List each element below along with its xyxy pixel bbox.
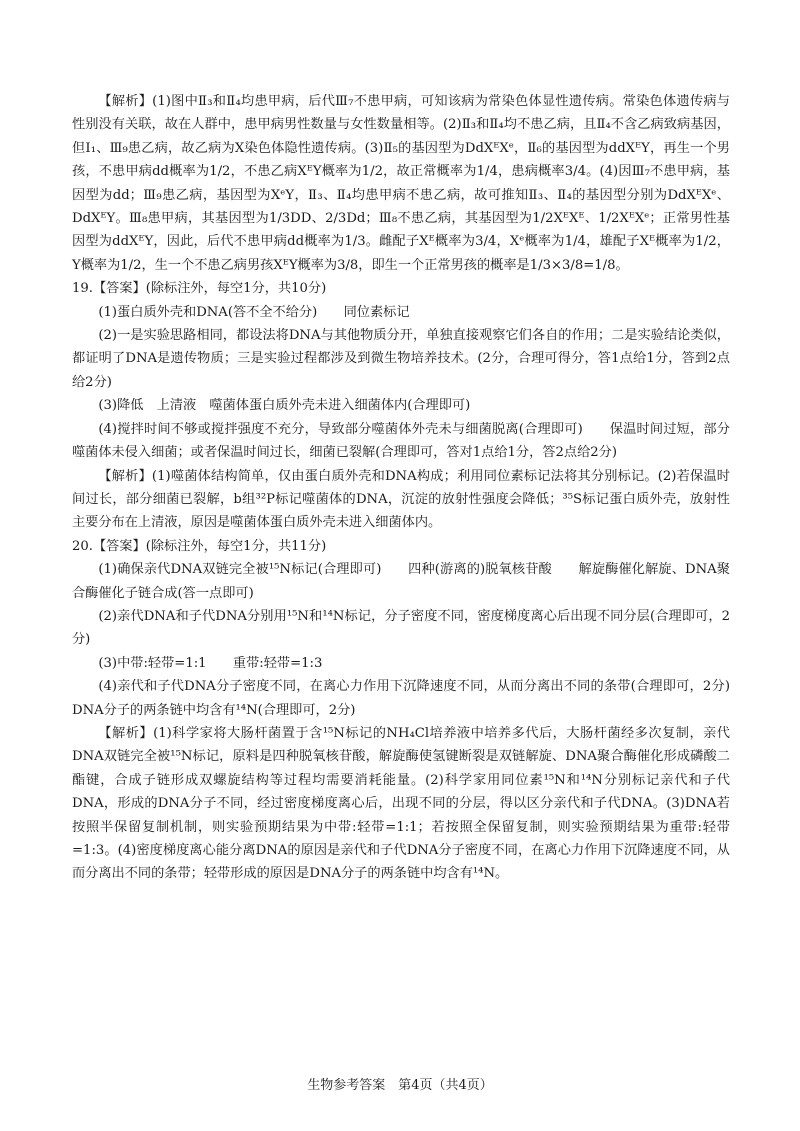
answer-q20-part1: (1)确保亲代DNA双链完全被¹⁵N标记(合理即可) 四种(游离的)脱氧核苷酸 解旋酶催化解旋、DNA聚合酶催化子链合成(答一点即可) (72, 562, 730, 601)
answer-header-q19: 19.【答案】(除标注外，每空1分，共10分) (72, 281, 327, 297)
answer-q20-part4: (4)亲代和子代DNA分子密度不同，在离心力作用下沉降速度不同，从而分离出不同的条带(合理即可，2分) DNA分子的两条链中均含有¹⁴N(合理即可，2分) (72, 679, 757, 718)
answer-header-q20: 20.【答案】(除标注外，每空1分，共11分) (72, 538, 327, 554)
answer-content (72, 90, 757, 886)
answer-q19-part2: (2)一是实验思路相同，都设法将DNA与其他物质分开，单独直接观察它们各自的作用；二是实验结论类似，都证明了DNA是遗传物质；三是实验过程都涉及到微生物培养技术。(2分，合理可得分，答1点给1分，答到2点给2分) (72, 328, 730, 390)
analysis-q19: 【解析】(1)噬菌体结构简单，仅由蛋白质外壳和DNA构成；利用同位素标记法将其分别标记。(2)若保温时间过长，部分细菌已裂解，b组³²P标记噬菌体的DNA，沉淀的放射性强度会降低；³⁵S标记蛋白质外壳，放射性主要分布在上清液，原因是噬菌体蛋白质外壳未进入细菌体内。 (72, 468, 730, 531)
analysis-q20: 【解析】(1)科学家将大肠杆菌置于含¹⁵N标记的NH₄Cl培养液中培养多代后，大肠杆菌经多次复制，亲代DNA双链完全被¹⁵N标记，原料是四种脱氧核苷酸，解旋酶使氢键断裂是双链解旋、DNA聚合酶催化形成磷酸二酯键，合成子链形成双螺旋结构等过程均需要消耗能量。(2)科学家用同位素¹⁵N和¹⁴N分别标记亲代和子代DNA，形成的DNA分子不同，经过密度梯度离心后，出现不同的分层，得以区分亲代和子代DNA。(3)DNA若按照半保留复制机制，则实验预期结果为中带:轻带=1:1；若按照全保留复制，则实验预期结果为重带:轻带=1:3。(4)密度梯度离心能分离DNA的原因是亲代和子代DNA分子密度不同，在离心力作用下沉降速度不同，从而分离出不同的条带；轻带形成的原因是DNA分子的两条链中均含有¹⁴N。 (72, 725, 730, 882)
answer-q19-part1: (1)蛋白质外壳和DNA(答不全不给分) 同位素标记 (98, 304, 410, 320)
answer-q20-part2: (2)亲代DNA和子代DNA分别用¹⁵N和¹⁴N标记，分子密度不同，密度梯度离心后出现不同分层(合理即可，2分) (72, 608, 730, 648)
answer-q19-part3: (3)降低 上清液 噬菌体蛋白质外壳未进入细菌体内(合理即可) (98, 398, 471, 414)
page-footer: 生物参考答案 第4页（共4页） (307, 1078, 493, 1093)
analysis-q18: 【解析】(1)图中Ⅱ₃和Ⅱ₄均患甲病，后代Ⅲ₇不患甲病，可知该病为常染色体显性遗传病。常染色体遗传病与性别没有关联，故在人群中，患甲病男性数量与女性数量相等。(2)Ⅱ₃和Ⅱ₄均不患乙病，且Ⅱ₄不含乙病致病基因，但Ⅰ₁、Ⅲ₉患乙病，故乙病为X染色体隐性遗传病。(3)Ⅱ₅的基因型为DdXᴱXᵉ，Ⅱ₆的基因型为ddXᴱY，再生一个男孩，不患甲病dd概率为1/2，不患乙病XᴱY概率为1/2，故正常概率为1/4，患病概率3/4。(4)因Ⅲ₇不患甲病，基因型为dd；Ⅲ₉患乙病，基因型为XᵉY，Ⅱ₃、Ⅱ₄均患甲病不患乙病，故可推知Ⅱ₃、Ⅱ₄的基因型分别为DdXᴱXᵉ、DdXᴱY。Ⅲ₈患甲病，其基因型为1/3DD、2/3Dd；Ⅲ₈不患乙病，其基因型为1/2XᴱXᴱ、1/2XᴱXᵉ；正常男性基因型为ddXᴱY，因此，后代不患甲病dd概率为1/3。雌配子Xᴱ概率为3/4，Xᵉ概率为1/4，雄配子Xᴱ概率为1/2，Y概率为1/2，生一个不患乙病男孩XᴱY概率为3/8，即生一个正常男孩的概率是1/3×3/8=1/8。 (72, 94, 730, 273)
answer-q19-part4: (4)搅拌时间不够或搅拌强度不充分，导致部分噬菌体外壳未与细菌脱离(合理即可) 保温时间过短，部分噬菌体未侵入细菌；或者保温时间过长，细菌已裂解(合理即可，答对1点给1分，答2点给2分) (72, 421, 730, 461)
answer-q20-part3: (3)中带:轻带=1:1 重带:轻带=1:3 (98, 655, 323, 671)
